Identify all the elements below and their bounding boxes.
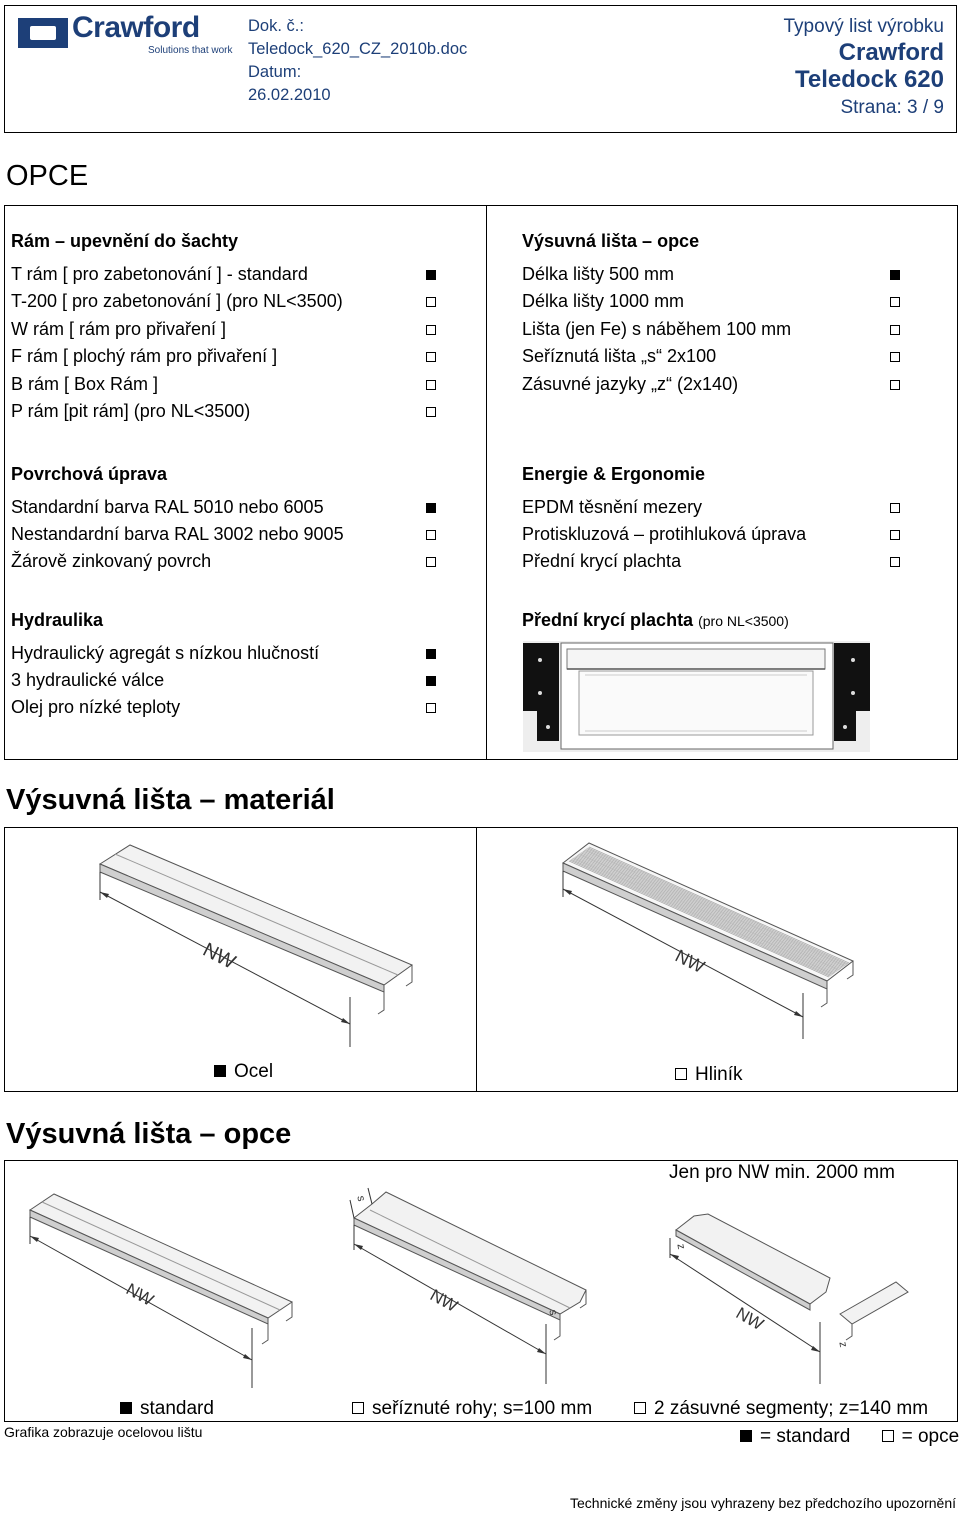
frame-option-item: T rám [ pro zabetonování ] - standard (11, 264, 308, 284)
frame-option-checkbox (426, 325, 436, 335)
frame-option-checkbox (426, 407, 436, 417)
date-label: Datum: (248, 63, 302, 81)
brand-name: Crawford (838, 39, 944, 66)
front-cover-illustration (523, 641, 870, 752)
cover-title: Přední krycí plachta (522, 610, 694, 630)
material-divider (476, 827, 477, 1092)
energy-option-item: Protiskluzová – protihluková úprava (522, 524, 807, 544)
hydraulics-option-checkbox (426, 649, 436, 659)
frame-option-item: W rám [ rám pro přivaření ] (11, 318, 227, 339)
energy-option-checkbox (890, 557, 900, 567)
segment-checkbox (634, 1402, 646, 1414)
frame-option-item: F rám [ plochý rám pro přivaření ] (11, 346, 278, 367)
segment-lip-drawing (670, 1192, 920, 1392)
sheet-type: Typový list výrobku (783, 16, 944, 37)
hydraulics-option-checkbox (426, 676, 436, 686)
aluminium-rib (582, 852, 842, 968)
lip-option-item: Lišta (jen Fe) s náběhem 100 mm (522, 318, 792, 339)
hydraulics-option-item: Hydraulický agregát s nízkou hlučností (11, 643, 320, 663)
lip-option-checkbox (890, 297, 900, 307)
frame-option-checkbox (426, 352, 436, 362)
section-title-frame: Rám – upevnění do šachty (11, 231, 239, 251)
legend-standard-mark (740, 1430, 752, 1442)
aluminium-lip-drawing (563, 843, 863, 1043)
section-title-cover (522, 610, 789, 631)
cover-note: (pro NL<3500) (698, 613, 789, 629)
cut-corner-checkbox (352, 1402, 364, 1414)
cut-s-label-left: s (354, 1194, 368, 1203)
steel-option (214, 1061, 273, 1083)
frame-option-checkbox (426, 297, 436, 307)
crawford-logo (18, 11, 240, 58)
material-heading: Výsuvná lišta – materiál (6, 784, 335, 816)
surface-option-checkbox (426, 503, 436, 513)
aluminium-label: Hliník (695, 1064, 743, 1085)
section-title-surface: Povrchová úprava (11, 464, 168, 484)
page-title: OPCE (6, 160, 89, 192)
cut-corner-lip-drawing (354, 1192, 604, 1392)
energy-option-checkbox (890, 503, 900, 513)
logo-word: Crawford (72, 11, 200, 44)
section-title-energy: Energie & Ergonomie (522, 464, 706, 484)
surface-option-item: Žárově zinkovaný povrch (11, 551, 212, 571)
cut-corner-label: seříznuté rohy; s=100 mm (372, 1398, 593, 1419)
aluminium-rib (587, 849, 847, 965)
aluminium-rib (584, 850, 844, 966)
cut-nw-label: NW (426, 1285, 461, 1316)
segment-label: 2 zásuvné segmenty; z=140 mm (654, 1398, 929, 1419)
page-number: Strana: 3 / 9 (840, 97, 944, 118)
surface-option-checkbox (426, 557, 436, 567)
segment-option (634, 1398, 928, 1420)
standard-label: standard (140, 1398, 214, 1419)
legend-standard-text: = standard (760, 1426, 851, 1447)
aluminium-rib (577, 855, 837, 971)
steel-lip-drawing (100, 842, 420, 1054)
standard-checkbox (120, 1402, 132, 1414)
hydraulics-option-item: 3 hydraulické válce (11, 670, 165, 690)
hydraulics-option-item: Olej pro nízké teploty (11, 697, 181, 717)
lip-option-item: Délka lišty 500 mm (522, 264, 675, 284)
lip-option-checkbox (890, 325, 900, 335)
header-product-info (784, 14, 945, 121)
lip-option-checkbox (890, 270, 900, 280)
frame-option-item: P rám [pit rám] (pro NL<3500) (11, 401, 251, 421)
aluminium-rib (585, 849, 845, 965)
standard-option (120, 1398, 214, 1420)
section-title-hydraulics: Hydraulika (11, 610, 104, 630)
footer-note: Technické změny jsou vyhrazeny bez předchozího upozornění (570, 1495, 956, 1511)
logo-tagline: Solutions that work (148, 45, 233, 56)
segment-z-label-right: z (836, 1340, 850, 1349)
aluminium-rib (583, 851, 843, 967)
lip-option-checkbox (890, 352, 900, 362)
aluminium-checkbox (675, 1068, 687, 1080)
cut-s-label-right: s (546, 1308, 560, 1317)
surface-option-item: Standardní barva RAL 5010 nebo 6005 (11, 497, 324, 517)
min-width-note: Jen pro NW min. 2000 mm (669, 1162, 895, 1183)
steel-label: Ocel (234, 1061, 274, 1082)
lip-options-heading-text: Výsuvná lišta – opce (6, 1118, 292, 1150)
logo-mark-icon (18, 18, 68, 48)
aluminium-rib (588, 848, 848, 964)
lip-options-heading (6, 1118, 291, 1151)
standard-lip-drawing (30, 1192, 300, 1392)
frame-option-checkbox (426, 270, 436, 280)
aluminium-rib (576, 856, 836, 972)
date-value: 26.02.2010 (248, 86, 331, 104)
hydraulics-option-checkbox (426, 703, 436, 713)
aluminium-rib (578, 854, 838, 970)
energy-option-checkbox (890, 530, 900, 540)
product-name: Teledock 620 (795, 66, 944, 93)
segment-z-label-left: z (674, 1242, 688, 1251)
energy-option-item: Přední krycí plachta (522, 551, 682, 571)
surface-option-item: Nestandardní barva RAL 3002 nebo 9005 (11, 524, 344, 544)
steel-nw-label: NW (199, 938, 239, 974)
frame-option-checkbox (426, 380, 436, 390)
lip-option-item: Délka lišty 1000 mm (522, 291, 685, 312)
aluminium-option (675, 1064, 743, 1086)
segment-nw-label: NW (732, 1303, 767, 1335)
aluminium-rib (581, 853, 841, 969)
doc-label: Dok. č.: (248, 17, 304, 35)
standard-nw-label: NW (122, 1279, 157, 1310)
aluminium-rib (575, 857, 835, 973)
legend-option-mark (882, 1430, 894, 1442)
legend-option-text: = opce (901, 1426, 960, 1447)
surface-option-checkbox (426, 530, 436, 540)
options-divider (486, 205, 487, 760)
document-info (248, 15, 467, 107)
graphic-note: Grafika zobrazuje ocelovou lištu (4, 1424, 203, 1440)
doc-name: Teledock_620_CZ_2010b.doc (248, 40, 468, 58)
aluminium-rib (589, 847, 849, 963)
frame-option-item: B rám [ Box Rám ] (11, 373, 159, 394)
frame-option-item: T-200 [ pro zabetonování ] (pro NL<3500) (11, 291, 343, 312)
energy-option-item: EPDM těsnění mezery (522, 497, 703, 517)
lip-option-item: Seříznutá lišta „s“ 2x100 (522, 346, 717, 367)
aluminium-nw-label: NW (672, 945, 708, 978)
lip-option-item: Zásuvné jazyky „z“ (2x140) (522, 373, 739, 394)
steel-checkbox (214, 1065, 226, 1077)
aluminium-rib (580, 854, 840, 970)
legend (740, 1426, 959, 1448)
section-title-lip: Výsuvná lišta – opce (522, 231, 700, 251)
lip-option-checkbox (890, 380, 900, 390)
cut-corner-option (352, 1398, 592, 1420)
